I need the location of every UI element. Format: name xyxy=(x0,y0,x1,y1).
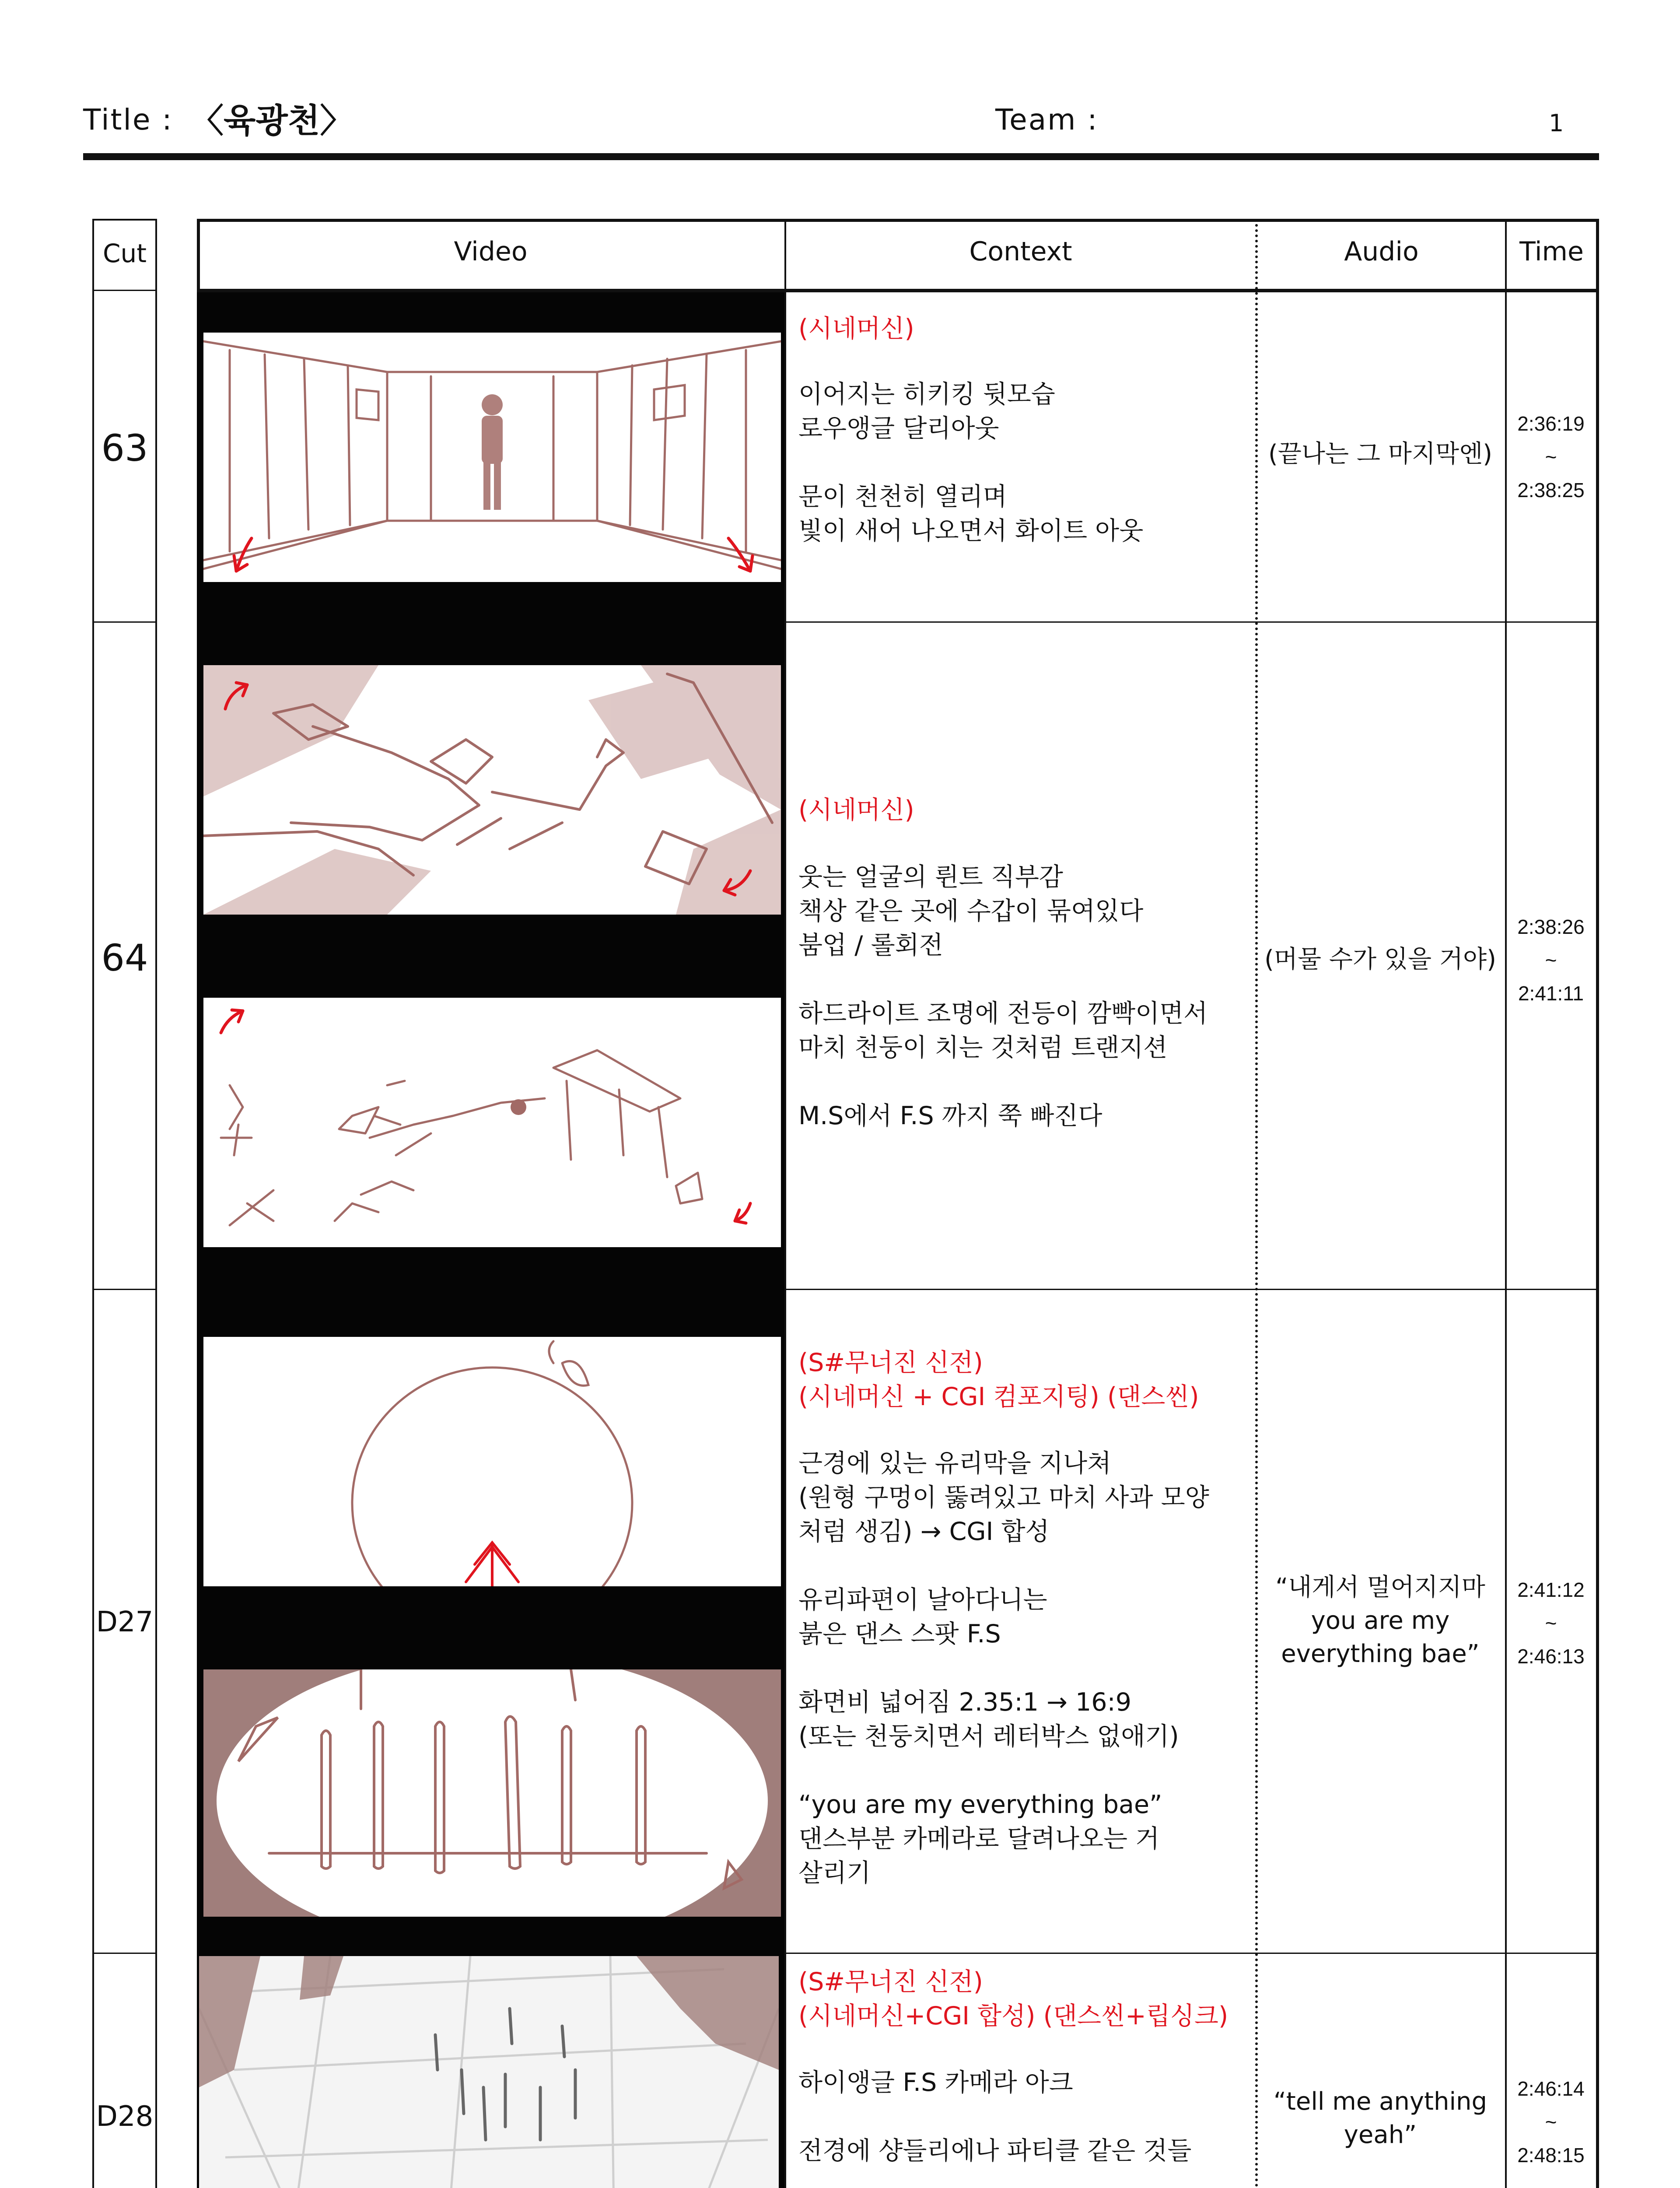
time-63-end: 2:38:25 xyxy=(1517,479,1585,501)
time-64-start: 2:38:26 xyxy=(1517,915,1585,938)
time-63-start: 2:36:19 xyxy=(1517,412,1585,435)
cut-number-64: 64 xyxy=(101,936,148,979)
frame-63-corridor xyxy=(203,333,781,582)
figure-silhouette xyxy=(482,394,503,510)
time-d27-end: 2:46:13 xyxy=(1517,1645,1585,1668)
frame-64a-top-down xyxy=(203,665,781,915)
cut-number-63: 63 xyxy=(101,427,148,470)
cut-header: Cut xyxy=(103,238,147,268)
title-label: Title : xyxy=(83,103,173,137)
context-column-header: Context xyxy=(969,236,1072,267)
time-63-sep: ~ xyxy=(1545,445,1557,468)
frame-64b-wide xyxy=(203,998,781,1247)
context-64-tag: (시네머신) xyxy=(798,796,914,824)
frame-d27a-glass-hole xyxy=(203,1337,781,1586)
page-number: 1 xyxy=(1549,109,1564,137)
cut-column xyxy=(92,219,157,2188)
header-divider xyxy=(197,289,1599,292)
context-63-tag: (시네머신) xyxy=(798,314,914,343)
time-d28-sep: ~ xyxy=(1545,2111,1557,2133)
header-rule xyxy=(83,153,1599,160)
frame-d28-high-angle xyxy=(199,1956,779,2188)
audio-d28: “tell me anything yeah” xyxy=(1273,2087,1488,2149)
cut-divider xyxy=(92,1953,157,1954)
time-d27-start: 2:41:12 xyxy=(1517,1578,1585,1601)
time-column-header: Time xyxy=(1519,236,1584,267)
time-64-end: 2:41:11 xyxy=(1518,982,1584,1005)
frame-d27b-dance-spot xyxy=(203,1669,781,1917)
audio-column-header: Audio xyxy=(1344,236,1419,267)
context-d27-tag: (S#무너진 신전) (시네머신 + CGI 컴포지팅) (댄스씬) xyxy=(798,1348,1199,1411)
time-64-sep: ~ xyxy=(1545,949,1557,971)
audio-64: (머물 수가 있을 거야) xyxy=(1264,945,1496,974)
context-63-body: 이어지는 히키킹 뒷모습 로우앵글 달리아웃 문이 천천히 열리며 빛이 새어 나오면서 화이트 아웃 xyxy=(798,380,1144,545)
video-column-header: Video xyxy=(454,236,528,267)
context-d27-body: 근경에 있는 유리막을 지나쳐 (원형 구멍이 뚫려있고 마치 사과 모양 처럼 생김) → CGI 합성 유리파편이 날아다니는 붉은 댄스 스팟 F.S 화면비 넓어짐 2.35:1 → 16:9 (또는 천둥치면서 레터박스 없애기) “you are my everything bae” 댄스부분 카메라로 달려나오는 거 살리기 xyxy=(798,1449,1209,1887)
team-label: Team : xyxy=(995,103,1099,137)
cut-divider xyxy=(92,1289,157,1290)
context-64-body: 웃는 얼굴의 륀트 직부감 책상 같은 곳에 수갑이 묶여있다 붐업 / 롤회전 하드라이트 조명에 전등이 깜빡이면서 마치 천둥이 치는 것처럼 트랜지션 M.S에서 F.S 까지 쭉 빠진다 xyxy=(798,863,1208,1130)
context-d28-body: 하이앵글 F.S 카메라 아크 전경에 샹들리에나 파티클 같은 것들 xyxy=(798,2068,1192,2165)
cut-number-d28: D28 xyxy=(96,2100,154,2133)
audio-63: (끝나는 그 마지막엔) xyxy=(1268,440,1493,468)
time-d28-start: 2:46:14 xyxy=(1517,2077,1585,2100)
title-value: 〈육광천〉 xyxy=(190,101,354,140)
time-d27-sep: ~ xyxy=(1545,1612,1557,1634)
context-d28-tag: (S#무너진 신전) (시네머신+CGI 합성) (댄스씬+립싱크) xyxy=(798,1967,1228,2030)
cut-divider xyxy=(92,290,157,291)
audio-d27: “내게서 멀어지지마 you are my everything bae” xyxy=(1275,1573,1485,1668)
cut-number-d27: D27 xyxy=(96,1606,154,1638)
video-context-divider xyxy=(784,219,786,2188)
cut-divider xyxy=(92,621,157,623)
context-audio-divider xyxy=(1255,219,1258,2188)
time-d28-end: 2:48:15 xyxy=(1517,2144,1585,2167)
audio-time-divider xyxy=(1505,219,1507,2188)
